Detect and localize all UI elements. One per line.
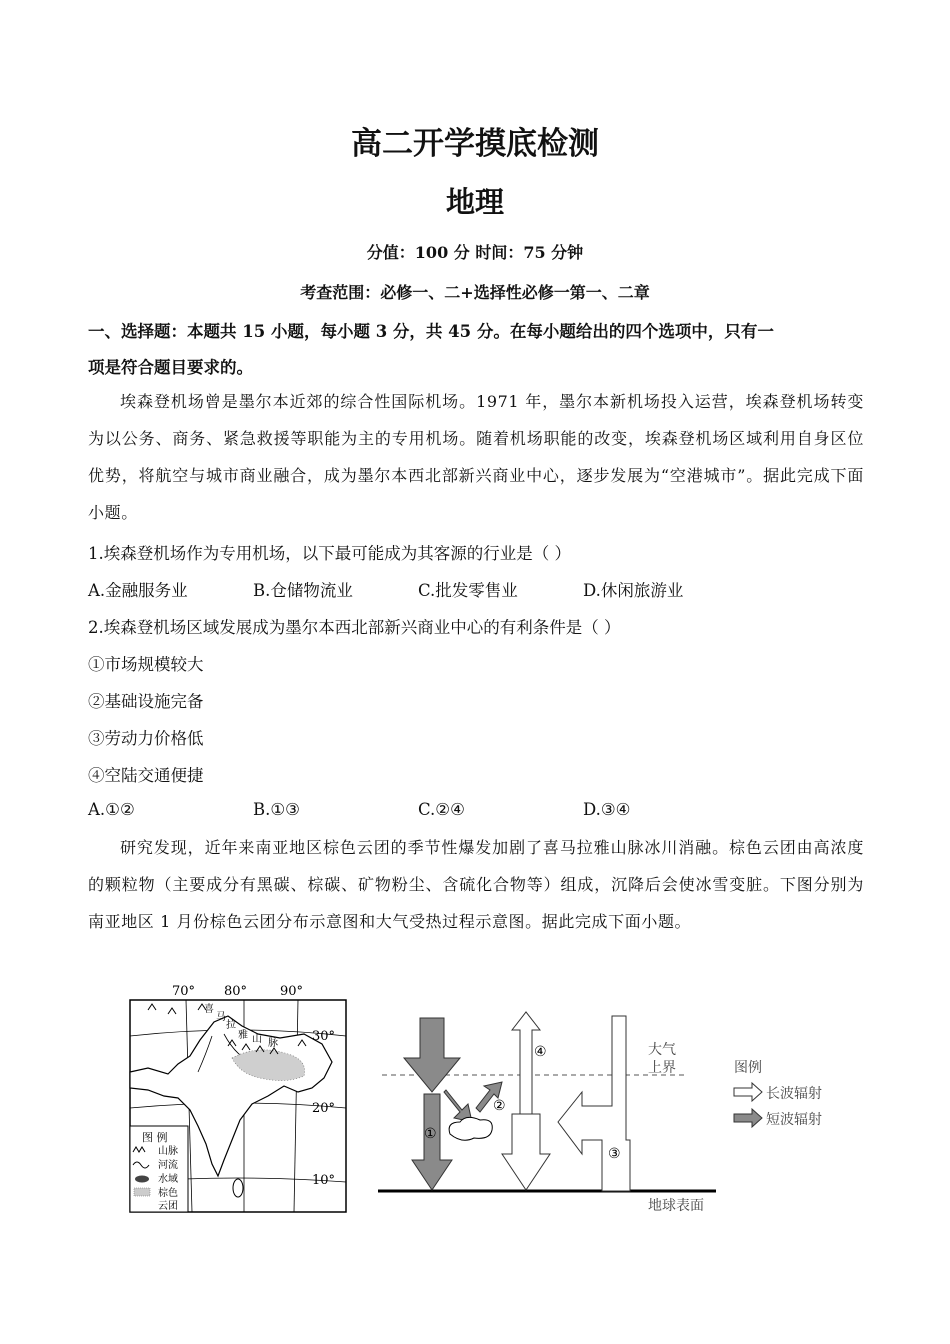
place-char: 马 (216, 1012, 226, 1023)
q2-item-4: ④空陆交通便捷 (88, 766, 204, 785)
place-char: 脉 (268, 1038, 278, 1049)
lat-label: 30° (312, 1029, 336, 1044)
section-heading-line2: 项是符合题目要求的。 (88, 358, 253, 377)
subject-title: 地理 (445, 185, 504, 219)
q2-option-a: A.①② (88, 800, 135, 819)
lat-label: 20° (312, 1101, 336, 1116)
legend-longwave: 长波辐射 (766, 1086, 822, 1102)
question-2-stem: 2.埃森登机场区域发展成为墨尔本西北部新兴商业中心的有利条件是（ ） (88, 618, 621, 637)
map-legend (130, 1126, 188, 1212)
passage-2: 研究发现，近年来南亚地区棕色云团的季节性爆发加剧了喜马拉雅山脉冰川消融。棕色云团由高浓度的颗粒物（主要成分有黑碳、棕碳、矿物粉尘、含硫化合物等）组成，沉降后会使冰雪变脏。下图分别为南亚地区 1 月份棕色云团分布示意图和大气受热过程示意图。据此完成下面小题。 (88, 838, 864, 931)
exam-scope: 考查范围：必修一、二+选择性必修一第一、二章 (300, 283, 650, 302)
longwave-up-arrow (512, 1012, 540, 1114)
lon-label: 70° (172, 984, 196, 999)
shortwave-down-arrow (404, 1018, 460, 1092)
q2-item-2: ②基础设施完备 (88, 692, 204, 711)
q1-option-c: C.批发零售业 (418, 581, 518, 600)
q2-item-3: ③劳动力价格低 (88, 729, 204, 748)
q2-item-1: ①市场规模较大 (88, 655, 204, 674)
place-char: 拉 (226, 1020, 236, 1031)
q1-option-a: A.金融服务业 (88, 581, 188, 600)
longwave-down-arrow (502, 1114, 550, 1190)
legend-shortwave: 短波辐射 (766, 1112, 822, 1128)
ground-label: 地球表面 (648, 1198, 704, 1214)
atmosphere-top-label-2: 上界 (648, 1060, 676, 1076)
question-1-stem: 1.埃森登机场作为专用机场，以下最可能成为其客源的行业是（ ） (88, 544, 571, 563)
legend-brown: 棕色 (158, 1188, 178, 1199)
cloud-icon (449, 1117, 492, 1140)
lon-label: 80° (224, 984, 248, 999)
legend-river: 河流 (158, 1160, 178, 1171)
q2-option-b: B.①③ (253, 800, 300, 819)
label-3: ③ (608, 1146, 621, 1162)
label-2: ② (493, 1098, 506, 1114)
atmosphere-top-label-1: 大气 (648, 1042, 676, 1058)
longwave-legend-icon (734, 1083, 762, 1101)
brown-cloud-map (128, 980, 350, 1215)
shortwave-legend-icon (734, 1109, 762, 1127)
atmosphere-heating-diagram (376, 1010, 850, 1220)
legend-mountain: 山脉 (158, 1146, 178, 1157)
passage-1: 埃森登机场曾是墨尔本近郊的综合性国际机场。1971 年，墨尔本新机场投入运营，埃森登机场转变为以公务、商务、紧急救援等职能为主的专用机场。随着机场职能的改变，埃森登机场区域利用自身区位优势，将航空与城市商业融合，成为墨尔本西北部新兴商业中心，逐步发展为“空港城市”。据此完成下面小题。 (88, 392, 864, 522)
page-title: 高二开学摸底检测 (351, 126, 599, 162)
place-char: 雅 (238, 1030, 248, 1041)
label-4: ④ (534, 1044, 547, 1060)
place-char: 山 (252, 1034, 262, 1045)
q2-option-c: C.②④ (418, 800, 465, 819)
score-time: 分值：100 分 时间：75 分钟 (366, 243, 584, 262)
q2-option-d: D.③④ (583, 800, 631, 819)
label-1: ① (424, 1126, 437, 1142)
diagram-legend-title: 图例 (734, 1060, 762, 1076)
legend-cloud: 云团 (158, 1201, 178, 1212)
lon-label: 90° (280, 984, 304, 999)
map-legend-title: 图 例 (142, 1131, 168, 1144)
place-char: 喜 (204, 1004, 214, 1015)
lat-label: 10° (312, 1173, 336, 1188)
ground-radiation-arrow (558, 1016, 630, 1191)
q1-option-b: B.仓储物流业 (253, 581, 353, 600)
legend-water: 水域 (158, 1174, 178, 1185)
q1-option-d: D.休闲旅游业 (583, 581, 684, 600)
section-heading-line1: 一、选择题：本题共 15 小题，每小题 3 分，共 45 分。在每小题给出的四个选项中，只有一 (88, 322, 774, 341)
